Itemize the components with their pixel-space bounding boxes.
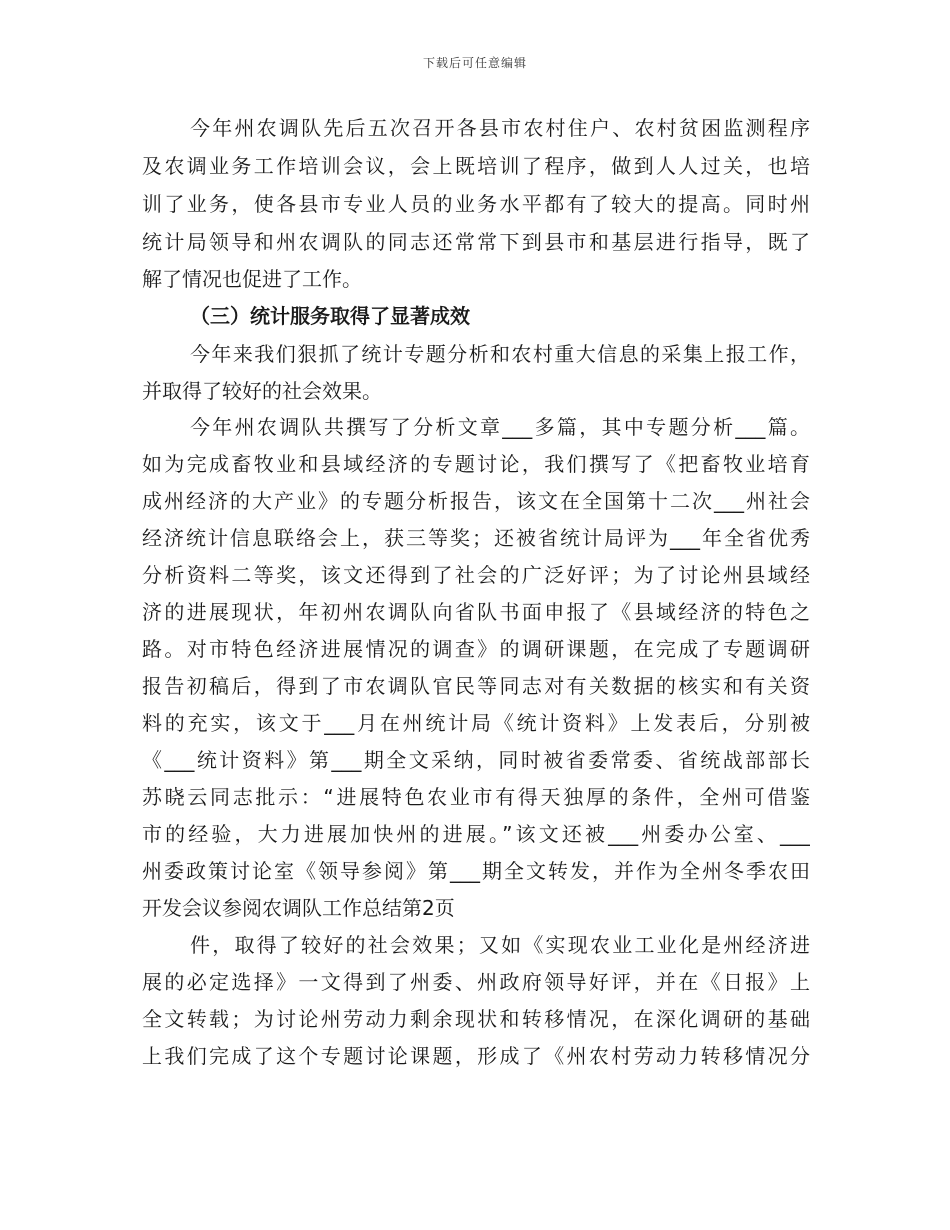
paragraph-line: 上我们完成了这个专题讨论课题，形成了《州农村劳动力转移情况分 (142, 1044, 810, 1068)
paragraph-line: 《___统计资料》第___期全文采纳，同时被省委常委、省统战部部长 (142, 748, 810, 772)
paragraph-line: 件，取得了较好的社会效果；又如《实现农业工业化是州经济进 (190, 933, 810, 957)
paragraph-line: 成州经济的大产业》的专题分析报告，该文在全国第十二次___州社会 (142, 489, 810, 513)
paragraph-line: 报告初稿后，得到了市农调队官民等同志对有关数据的核实和有关资 (142, 674, 810, 698)
paragraph-line: 全文转载；为讨论州劳动力剩余现状和转移情况，在深化调研的基础 (142, 1007, 810, 1031)
page-header: 下载后可任意编辑 (422, 56, 527, 70)
paragraph-line: 路。对市特色经济进展情况的调查》的调研课题，在完成了专题调研 (142, 637, 810, 661)
paragraph-line: 经济统计信息联络会上，获三等奖；还被省统计局评为___年全省优秀 (142, 526, 810, 550)
paragraph-line: 今年州农调队先后五次召开各县市农村住户、农村贫困监测程序 (190, 116, 810, 140)
paragraph-line: 分析资料二等奖，该文还得到了社会的广泛好评；为了讨论州县域经 (142, 563, 810, 587)
paragraph-line: 济的进展现状，年初州农调队向省队书面申报了《县域经济的特色之 (142, 600, 810, 624)
paragraph-line: 展的必定选择》一文得到了州委、州政府领导好评，并在《日报》上 (142, 970, 810, 994)
paragraph-line: 料的充实，该文于___月在州统计局《统计资料》上发表后，分别被 (142, 711, 810, 735)
paragraph-line: 及农调业务工作培训会议，会上既培训了程序，做到人人过关，也培 (142, 154, 810, 178)
paragraph-line: 今年来我们狠抓了统计专题分析和农村重大信息的采集上报工作， (190, 342, 810, 366)
paragraph-line: 苏晓云同志批示：“进展特色农业市有得天独厚的条件，全州可借鉴 (142, 785, 810, 809)
paragraph-line: 开发会议参阅农调队工作总结第2页 (142, 896, 455, 920)
paragraph-line: 统计局领导和州农调队的同志还常常下到县市和基层进行指导，既了 (142, 230, 810, 254)
paragraph-line: 并取得了较好的社会效果。 (142, 379, 382, 403)
paragraph-line: 训了业务，使各县市专业人员的业务水平都有了较大的提高。同时州 (142, 192, 810, 216)
paragraph-line: 解了情况也促进了工作。 (142, 267, 362, 291)
section-heading: （三）统计服务取得了显著成效 (190, 304, 470, 328)
paragraph-line: 州委政策讨论室《领导参阅》第___期全文转发，并作为全州冬季农田 (142, 859, 810, 883)
paragraph-line: 如为完成畜牧业和县域经济的专题讨论，我们撰写了《把畜牧业培育 (142, 452, 810, 476)
paragraph-line: 今年州农调队共撰写了分析文章___多篇，其中专题分析___篇。 (190, 415, 810, 439)
paragraph-line: 市的经验，大力进展加快州的进展。”该文还被___州委办公室、___ (142, 822, 810, 846)
